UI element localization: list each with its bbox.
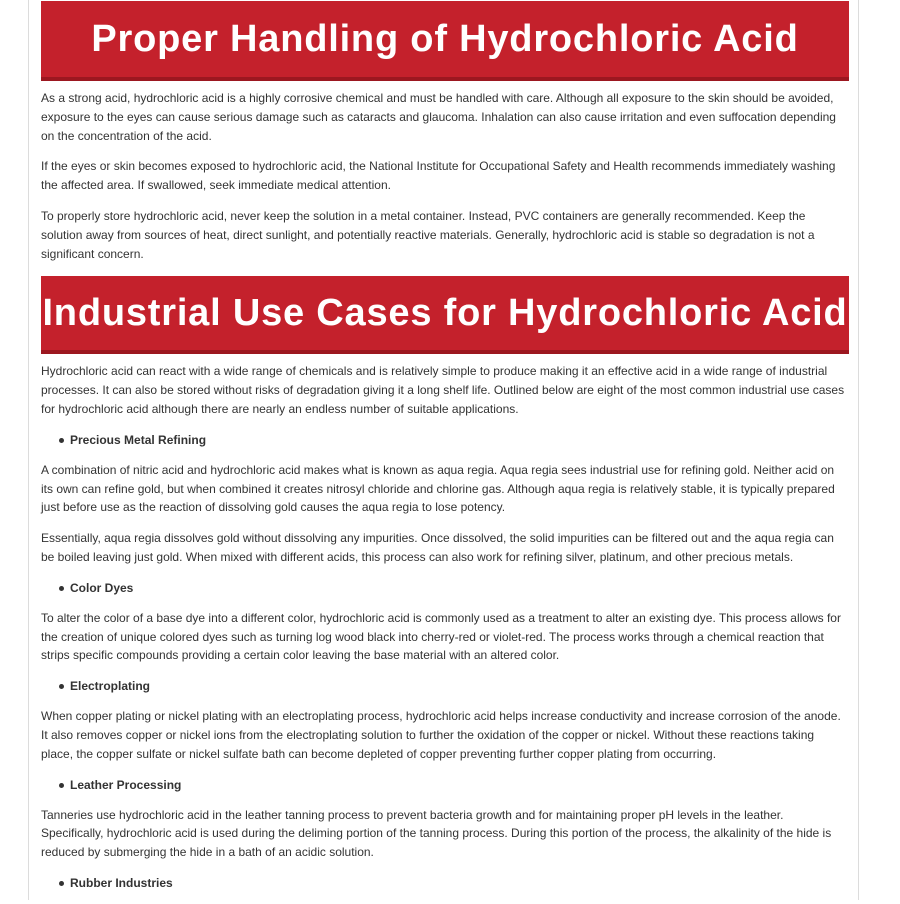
industrial-intro-paragraph: Hydrochloric acid can react with a wide range of chemicals and is relatively simple to produce making it an effective acid in a wide range of industrial processes. It can also be stored without risks of degradation giving it a long shelf life. Outlined below are eight of the most common industrial use cases for hydrochloric acid although there are nearly an endless number of suitable applications.: [41, 364, 845, 416]
use-case-paragraph: Tanneries use hydrochloric acid in the leather tanning process to prevent bacteria growth and for maintaining proper pH levels in the leather. Specifically, hydrochloric acid is used during the deliming portion of the tanning process. During this portion of the process, the alkalinity of the hide is reduced by submerging the hide in a bath of an acidic solution.: [41, 807, 832, 860]
bullet-icon: [59, 684, 64, 689]
bullet-icon: [59, 586, 64, 591]
use-case-title: [41, 776, 849, 794]
section-heading-industrial-uses: Industrial Use Cases for Hydrochloric Acid: [41, 276, 849, 354]
use-case-paragraph: When copper plating or nickel plating with an electroplating process, hydrochloric acid helps increase conductivity and increase corrosion of the anode. It also removes copper or nickel ions from the electroplating solution to further the oxidation of the copper or nickel. Without these reactions taking place, the copper sulfate or nickel sulfate bath can become depleted of copper preventing further copper plating from occurring.: [41, 709, 841, 761]
handling-paragraph-1: As a strong acid, hydrochloric acid is a highly corrosive chemical and must be handled with care. Although all exposure to the skin should be avoided, exposure to the eyes can cause serious damage such as cataracts and glaucoma. Inhalation can also cause irritation and even suffocation depending on the concentration of the acid.: [41, 91, 836, 143]
use-case-title-text: Color Dyes: [70, 580, 134, 595]
handling-paragraph-2: If the eyes or skin becomes exposed to hydrochloric acid, the National Institute for Occupational Safety and Health recommends immediately washing the affected area. If swallowed, seek immediate medical attention.: [41, 159, 836, 193]
use-case-title: [41, 677, 849, 695]
section-heading-handling: Proper Handling of Hydrochloric Acid: [41, 1, 849, 81]
use-case-title: [41, 874, 849, 892]
use-case-title-text: Electroplating: [70, 679, 151, 694]
use-case-title: [41, 579, 849, 597]
bullet-icon: [59, 881, 64, 886]
use-case-title-text: Leather Processing: [70, 777, 182, 792]
use-case-title: [41, 431, 849, 449]
handling-paragraph-3: To properly store hydrochloric acid, never keep the solution in a metal container. Instead, PVC containers are generally recommended. Keep the solution away from sources of heat, direct sunlight, and potentially reactive materials. Generally, hydrochloric acid is stable so degradation is not a significant concern.: [41, 208, 815, 261]
article-content: [41, 0, 849, 904]
use-case-title-text: Precious Metal Refining: [70, 432, 207, 447]
use-case-paragraph: To alter the color of a base dye into a different color, hydrochloric acid is commonly used as a treatment to alter an existing dye. This process allows for the creation of unique colored dyes such as turning log wood black into cherry-red or violet-red. The process works through a chemical reaction that strips specific compounds providing a certain color leaving the base material with an altered color.: [41, 610, 841, 663]
bullet-icon: [59, 438, 64, 443]
bullet-icon: [59, 783, 64, 788]
use-case-paragraph: A combination of nitric acid and hydrochloric acid makes what is known as aqua regia. Aqua regia sees industrial use for refining gold. Neither acid on its own can refine gold, but when combined it creates nitrosyl chloride and chlorine gas. Although aqua regia is relatively stable, it is typically prepared just before use as the reaction of dissolving gold causes the aqua regia to lose potency.: [41, 462, 835, 515]
use-case-paragraph: Essentially, aqua regia dissolves gold without dissolving any impurities. Once dissolved, the solid impurities can be filtered out and the aqua regia can be boiled leaving just gold. When mixed with different acids, this process can also work for refining silver, platinum, and other precious metals.: [41, 531, 834, 564]
use-case-title-text: Rubber Industries: [70, 875, 173, 890]
